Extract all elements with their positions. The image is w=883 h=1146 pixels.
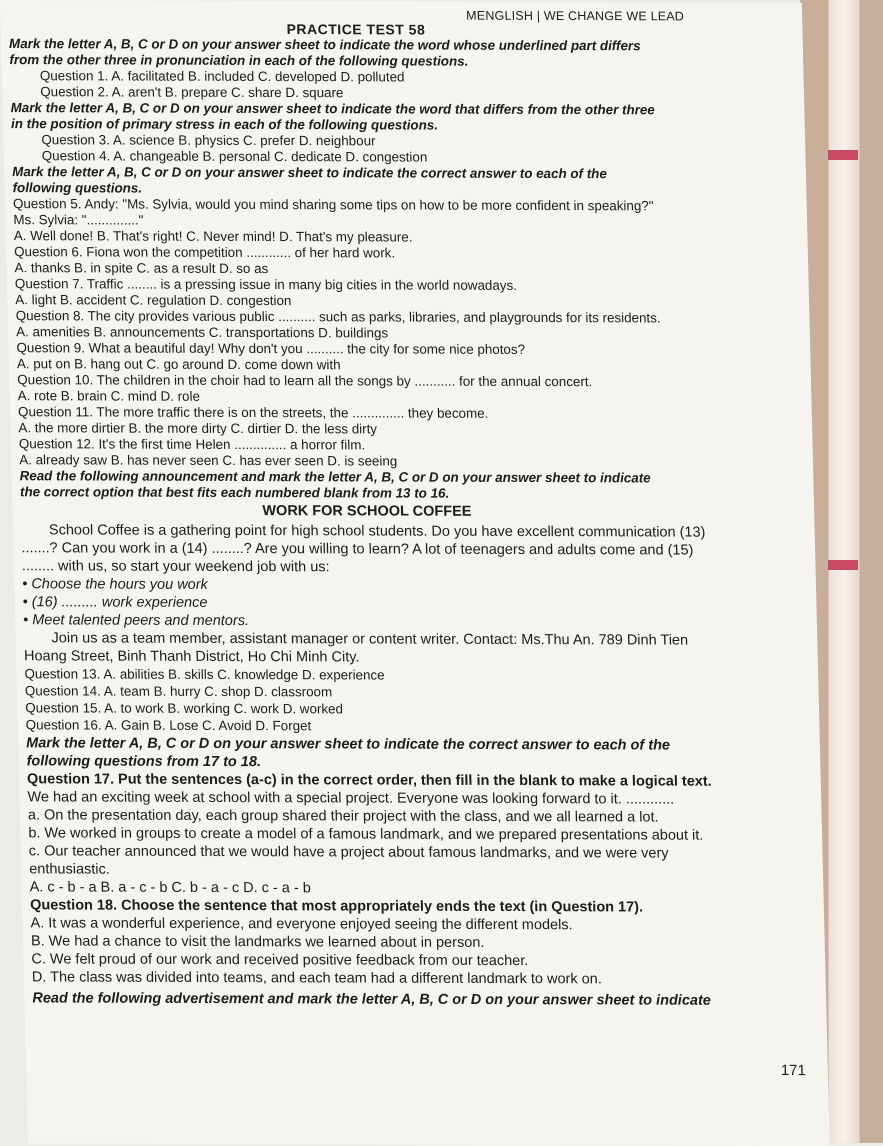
text-line: Mark the letter A, B, C or D on your answer sheet to indicate the correct answer to each of the bbox=[12, 164, 607, 182]
page-title: PRACTICE TEST 58 bbox=[286, 21, 426, 38]
text-line: A. put on B. hang out C. go around D. come down with bbox=[16, 356, 341, 373]
text-line: Join us as a team member, assistant manager or content writer. Contact: Ms.Thu An. 789 Dinh Tien bbox=[51, 630, 689, 649]
text-line: A. thanks B. in spite C. as a result D. so as bbox=[14, 260, 269, 277]
text-line: Mark the letter A, B, C or D on your answer sheet to indicate the word that differs from the other three bbox=[10, 100, 655, 118]
text-line: Question 7. Traffic ........ is a pressing issue in many big cities in the world nowadays. bbox=[14, 276, 518, 293]
text-line: Question 15. A. to work B. working C. work D. worked bbox=[25, 700, 344, 717]
text-line: Question 12. It's the first time Helen .............. a horror film. bbox=[18, 436, 366, 453]
pen-band bbox=[828, 560, 858, 570]
text-line: Question 5. Andy: "Ms. Sylvia, would you mind sharing some tips on how to be more confident in speaking?" bbox=[12, 196, 654, 214]
text-line: A. already saw B. has never seen C. has ever seen D. is seeing bbox=[19, 452, 398, 469]
pen bbox=[828, 0, 860, 1143]
text-line: Question 1. A. facilitated B. included C. developed D. polluted bbox=[39, 68, 405, 85]
text-line: the correct option that best fits each numbered blank from 13 to 16. bbox=[19, 484, 450, 501]
text-line: Question 4. A. changeable B. personal C. dedicate D. congestion bbox=[41, 148, 428, 165]
text-line: Question 18. Choose the sentence that most appropriately ends the text (in Question 17). bbox=[29, 897, 644, 916]
text-line: Question 6. Fiona won the competition ............ of her hard work. bbox=[13, 244, 396, 261]
text-line: Question 16. A. Gain B. Lose C. Avoid D. Forget bbox=[25, 717, 312, 734]
text-line: Question 13. A. abilities B. skills C. knowledge D. experience bbox=[24, 666, 385, 683]
text-line: Question 9. What a beautiful day! Why don't you .......... the city for some nice photos? bbox=[16, 340, 526, 357]
text-line: from the other three in pronunciation in each of the following questions. bbox=[9, 52, 469, 69]
text-line: Question 11. The more traffic there is on the streets, the .............. they become. bbox=[17, 404, 489, 421]
text-line: A. c - b - a B. a - c - b C. b - a - c D. c - a - b bbox=[29, 879, 311, 897]
text-line: Question 17. Put the sentences (a-c) in the correct order, then fill in the blank to make a logical text. bbox=[26, 771, 712, 790]
text-line: WORK FOR SCHOOL COFFEE bbox=[262, 503, 472, 520]
text-line: • (16) ......... work experience bbox=[22, 594, 208, 611]
pen-band bbox=[828, 150, 858, 160]
text-line: Question 14. A. team B. hurry C. shop D. classroom bbox=[24, 683, 333, 700]
text-line: Ms. Sylvia: ".............." bbox=[13, 212, 144, 228]
text-line: ........ with us, so start your weekend job with us: bbox=[21, 558, 330, 576]
text-line: .......? Can you work in a (14) ........? Are you willing to learn? A lot of teenagers and adults come and (15) bbox=[21, 540, 694, 559]
text-line: Question 8. The city provides various public .......... such as parks, libraries, and playgrounds for its residents. bbox=[15, 308, 661, 326]
text-line: A. the more dirtier B. the more dirty C. dirtier D. the less dirty bbox=[18, 420, 378, 437]
text-line: A. Well done! B. That's right! C. Never mind! D. That's my pleasure. bbox=[13, 228, 413, 245]
text-line: • Meet talented peers and mentors. bbox=[22, 612, 250, 630]
text-line: We had an exciting week at school with a special project. Everyone was looking forward to it. ............ bbox=[27, 789, 675, 808]
text-line: A. light B. accident C. regulation D. congestion bbox=[15, 292, 292, 309]
text-line: a. On the presentation day, each group shared their project with the class, and we all learned a lot. bbox=[27, 807, 659, 826]
text-line: Question 2. A. aren't B. prepare C. share D. square bbox=[40, 84, 344, 101]
text-line: Read the following advertisement and mark the letter A, B, C or D on your answer sheet to indicate bbox=[32, 990, 712, 1009]
text-line: A. amenities B. announcements C. transportations D. buildings bbox=[15, 324, 389, 341]
text-line: A. It was a wonderful experience, and everyone enjoyed seeing the different models. bbox=[30, 915, 573, 934]
series-header: MENGLISH | WE CHANGE WE LEAD bbox=[466, 8, 685, 24]
page-number: 171 bbox=[780, 1062, 807, 1080]
text-line: A. rote B. brain C. mind D. role bbox=[17, 388, 201, 404]
text-line: b. We worked in groups to create a model of a famous landmark, and we prepared presentations about it. bbox=[28, 825, 704, 844]
text-line: Mark the letter A, B, C or D on your answer sheet to indicate the correct answer to each of the bbox=[25, 735, 671, 754]
text-line: Mark the letter A, B, C or D on your answer sheet to indicate the word whose underlined part differs bbox=[8, 36, 641, 54]
text-line: following questions. bbox=[12, 180, 143, 196]
text-line: Question 3. A. science B. physics C. prefer D. neighbour bbox=[41, 132, 376, 149]
text-line: C. We felt proud of our work and received positive feedback from our teacher. bbox=[31, 951, 529, 970]
text-line: Question 10. The children in the choir had to learn all the songs by ........... for the annual concert. bbox=[17, 372, 593, 390]
text-line: Read the following announcement and mark the letter A, B, C or D on your answer sheet to indicate bbox=[19, 468, 651, 486]
text-line: in the position of primary stress in each of the following questions. bbox=[10, 116, 439, 133]
text-line: D. The class was divided into teams, and each team had a different landmark to work on. bbox=[31, 969, 603, 988]
text-line: B. We had a chance to visit the landmarks we learned about in person. bbox=[30, 933, 485, 951]
text-line: following questions from 17 to 18. bbox=[26, 753, 262, 771]
text-line: c. Our teacher announced that we would have a project about famous landmarks, and we were very bbox=[28, 843, 669, 862]
text-line: School Coffee is a gathering point for high school students. Do you have excellent communication (13) bbox=[48, 522, 706, 541]
text-line: Hoang Street, Binh Thanh District, Ho Chi Minh City. bbox=[23, 648, 360, 666]
text-line: enthusiastic. bbox=[29, 861, 111, 878]
text-line: • Choose the hours you work bbox=[22, 576, 209, 593]
